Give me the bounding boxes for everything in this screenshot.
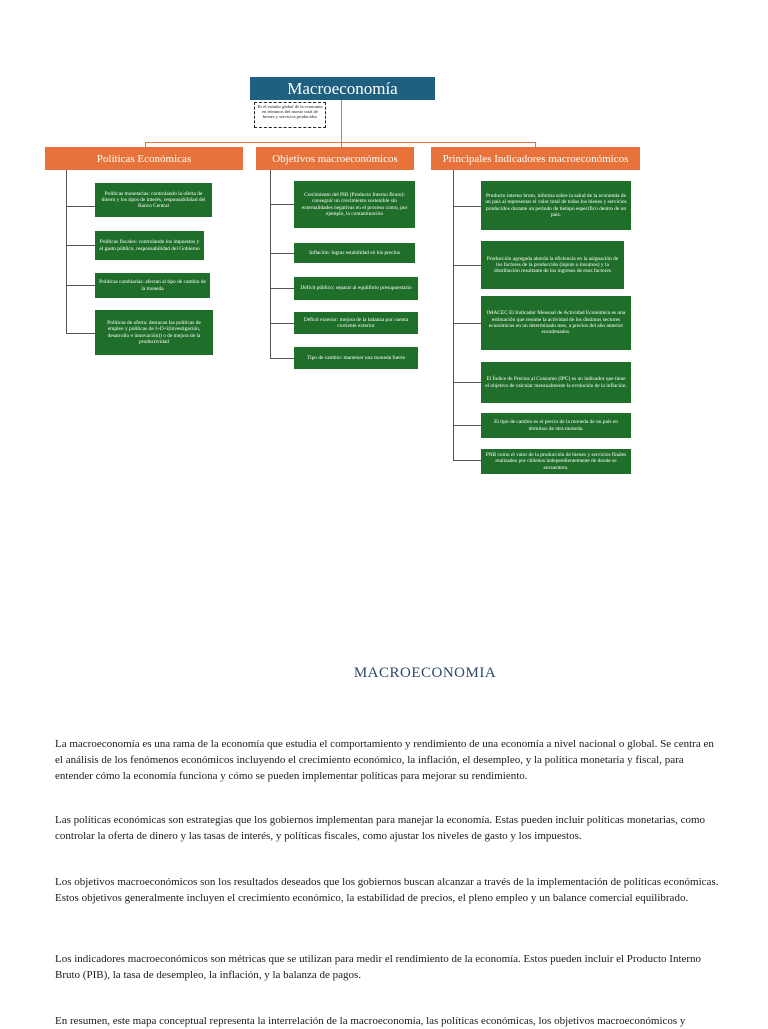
tie: [66, 285, 95, 286]
tie: [270, 288, 294, 289]
tie: [453, 206, 481, 207]
leaf-objetivo-deficit-exterior: Déficit exterior: mejora de la balanza por cuenta corriente exterior: [294, 312, 418, 334]
trunk-objetivos: [270, 170, 271, 359]
leaf-indicador-pib: Producto interno bruto, informa sobre la salud de la economía de un país al representar el valor total de todos los bienes y servicios producidos durante un periodo de tiempo específico dentro de un país.: [481, 181, 631, 230]
tie: [270, 204, 294, 205]
category-politicas: Políticas Económicas: [45, 147, 243, 170]
leaf-politica-monetaria: Políticas monetarias: controlando la oferta de dinero y los tipos de interés, responsabilidad del Banco Central: [95, 183, 212, 217]
map-root-note: Es el estudio global de la economía en términos del monto total de bienes y servicios producidos: [254, 102, 326, 128]
leaf-indicador-produccion: Producción agregada aborda la eficiencia en la asignación de los factores de la producción (inputs o insumos) y la distribución resultante de los ingresos de esos factores: [481, 241, 624, 289]
leaf-objetivo-tipo-cambio: Tipo de cambio: mantener una moneda fuerte: [294, 347, 418, 369]
category-indicadores: Principales Indicadores macroeconómicos: [431, 147, 640, 170]
leaf-indicador-pnb: PNB como el valor de la producción de bienes y servicios finales realizados por chilenos independientemente de donde se encuentren.: [481, 449, 631, 474]
leaf-politica-oferta: Políticas de oferta: destacan las políticas de empleo y políticas de I+D+i(investigación, desarrollo e innovación)) o de mejora de la productividad: [95, 310, 213, 355]
paragraph: La macroeconomía es una rama de la economía que estudia el comportamiento y rendimiento de una economía a nivel nacional o global. Se centra en el análisis de los fenómenos económicos incluyendo el crecimiento económico, la inflación, el desempleo, y la política monetaria y fiscal, para entender cómo la economía funciona y cómo se pueden implementar políticas para mejorar su rendimiento.: [55, 738, 714, 782]
root-connector: [341, 100, 342, 142]
paragraph: Las políticas económicas son estrategias que los gobiernos implementan para manejar la economía. Estas pueden incluir políticas monetarias, como controlar la oferta de dinero y las tasas de interés, y políticas fiscales, como ajustar los niveles de gasto y los impuestos.: [55, 814, 706, 842]
tie: [453, 425, 481, 426]
category-objetivos: Objetivos macroeconómicos: [256, 147, 414, 170]
paragraph: Los indicadores macroeconómicos son métricas que se utilizan para medir el rendimiento de la economía. Estos pueden incluir el Producto Interno Bruto (PIB), la tasa de desempleo, la inflación, y la balanza de pagos.: [55, 953, 702, 981]
trunk-indicadores: [453, 170, 454, 461]
tie: [270, 253, 294, 254]
tie: [453, 265, 481, 266]
tie: [66, 206, 95, 207]
map-root-title: Macroeconomía: [250, 77, 435, 100]
paragraph: Los objetivos macroeconómicos son los resultados deseados que los gobiernos buscan alcanzar a través de la implementación de políticas económicas. Estos objetivos generalmente incluyen el crecimiento económico, la estabilidad de precios, el pleno empleo y un balance comercial equilibrado.: [55, 876, 719, 904]
leaf-objetivo-deficit-publico: Déficit público: separar al equilibrio presupuestario: [294, 277, 418, 300]
paragraph: En resumen, este mapa conceptual representa la interrelación de la macroeconomía, las políticas económicas, los objetivos macroeconómicos y: [55, 1015, 686, 1027]
tie: [270, 358, 294, 359]
leaf-politica-fiscal: Políticas fiscales: controlando los impuestos y el gasto público, responsabilidad del Gobierno: [95, 231, 204, 260]
tie: [66, 245, 95, 246]
tie: [453, 382, 481, 383]
tie: [453, 323, 481, 324]
leaf-objetivo-pib: Crecimiento del PIB (Producto Interno Bruto): conseguir un crecimiento sostenible sin externalidades negativas en el proceso como, por ejemplo, la contaminación: [294, 181, 415, 228]
leaf-politica-cambiaria: Políticas cambiarias: afectan al tipo de cambio de la moneda: [95, 273, 210, 298]
leaf-indicador-ipc: El Índice de Precios al Consumo (IPC) es un indicador que tiene el objetivo de calcular mensualmente la evolución de la inflación.: [481, 362, 631, 403]
document-title: MACROECONOMIA: [353, 665, 497, 681]
leaf-indicador-imacec: IMACEC El Indicador Mensual de Actividad Económica es una estimación que resume la actividad de los distintos sectores económicos en un determinado mes, a precios del año anterior encadenados.: [481, 296, 631, 350]
leaf-objetivo-inflacion: Inflación: lograr estabilidad en los precios: [294, 243, 415, 263]
tie: [66, 333, 95, 334]
tie: [270, 323, 294, 324]
tie: [453, 460, 481, 461]
leaf-indicador-tipo-cambio: El tipo de cambio es el precio de la moneda de un país en términos de otra moneda.: [481, 413, 631, 438]
trunk-politicas: [66, 170, 67, 334]
